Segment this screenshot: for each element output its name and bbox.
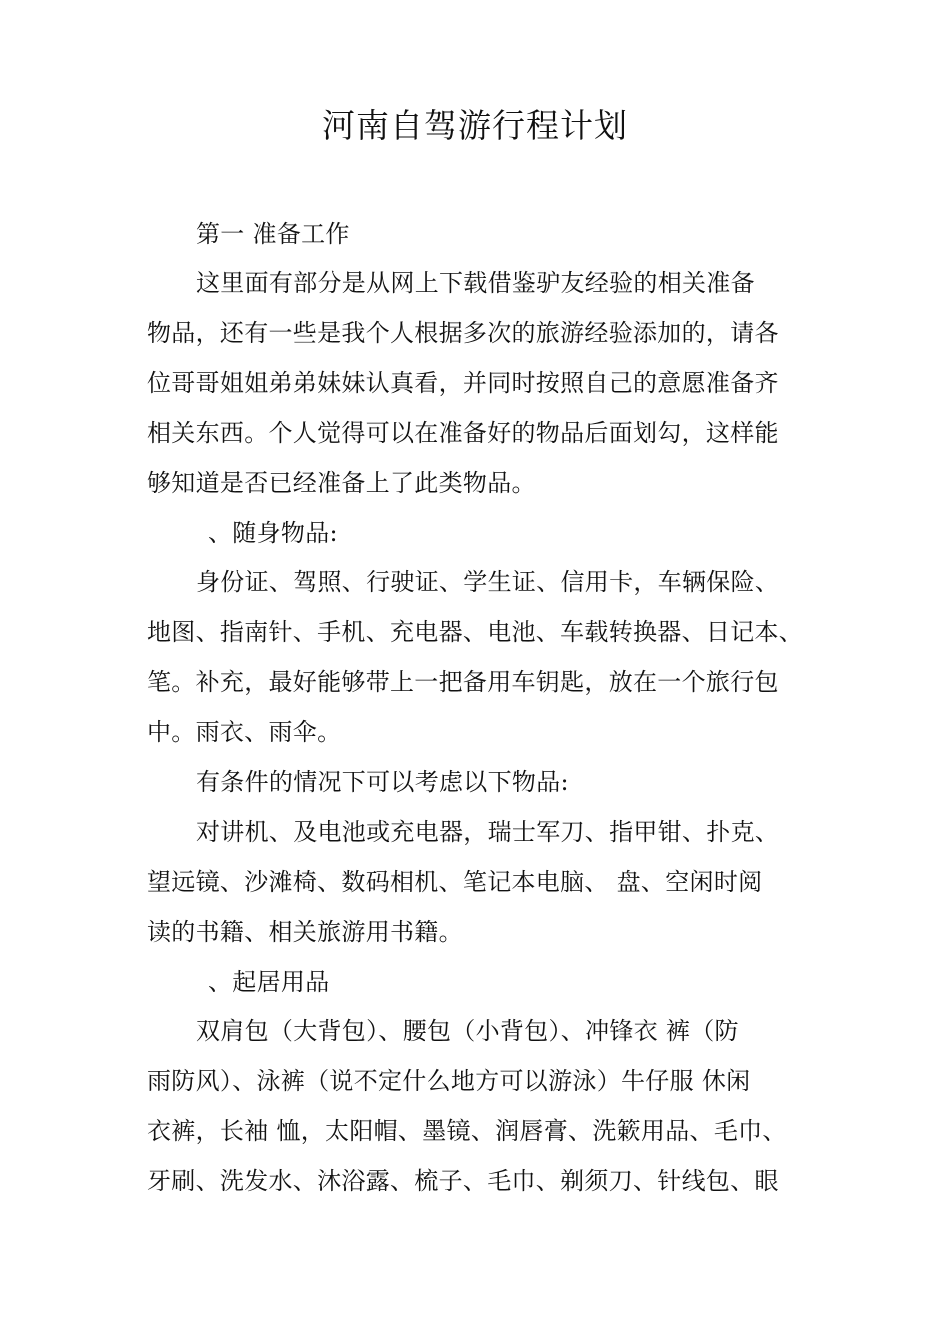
paragraph-line: 读的书籍、相关旅游用书籍。: [147, 918, 463, 946]
subheading-carry-items: 、随身物品:: [208, 519, 338, 547]
paragraph-line: 物品，还有一些是我个人根据多次的旅游经验添加的，请各: [147, 319, 779, 347]
paragraph-line: 牙刷、洗发水、沐浴露、梳子、毛巾、剃须刀、针线包、眼: [147, 1167, 779, 1195]
paragraph-line: 位哥哥姐姐弟弟妹妹认真看，并同时按照自己的意愿准备齐: [147, 369, 779, 397]
paragraph-line: 双肩包（大背包）、腰包（小背包）、冲锋衣 裤（防: [196, 1017, 739, 1045]
paragraph-line: 身份证、驾照、行驶证、学生证、信用卡，车辆保险、: [196, 568, 780, 596]
paragraph-line: 有条件的情况下可以考虑以下物品:: [196, 768, 569, 796]
paragraph-line: 够知道是否已经准备上了此类物品。: [147, 469, 536, 497]
paragraph-line: 笔。补充，最好能够带上一把备用车钥匙，放在一个旅行包: [147, 668, 779, 696]
paragraph-line: 地图、指南针、手机、充电器、电池、车载转换器、日记本、: [147, 618, 804, 646]
paragraph-line: 雨防风）、泳裤（说不定什么地方可以游泳）牛仔服 休闲: [147, 1067, 751, 1095]
paragraph-line: 望远镜、沙滩椅、数码相机、笔记本电脑、 盘、空闲时阅: [147, 868, 763, 896]
paragraph-line: 衣裤，长袖 恤，太阳帽、墨镜、润唇膏、洗簌用品、毛巾、: [147, 1117, 787, 1145]
section-heading-preparation: 第一 准备工作: [196, 220, 350, 248]
subheading-daily-items: 、起居用品: [208, 968, 330, 996]
paragraph-line: 这里面有部分是从网上下载借鉴驴友经验的相关准备: [196, 269, 755, 297]
paragraph-line: 中。雨衣、雨伞。: [147, 718, 342, 746]
paragraph-line: 对讲机、及电池或充电器，瑞士军刀、指甲钳、扑克、: [196, 818, 780, 846]
paragraph-line: 相关东西。个人觉得可以在准备好的物品后面划勾，这样能: [147, 419, 779, 447]
document-title: 河南自驾游行程计划: [322, 106, 628, 145]
